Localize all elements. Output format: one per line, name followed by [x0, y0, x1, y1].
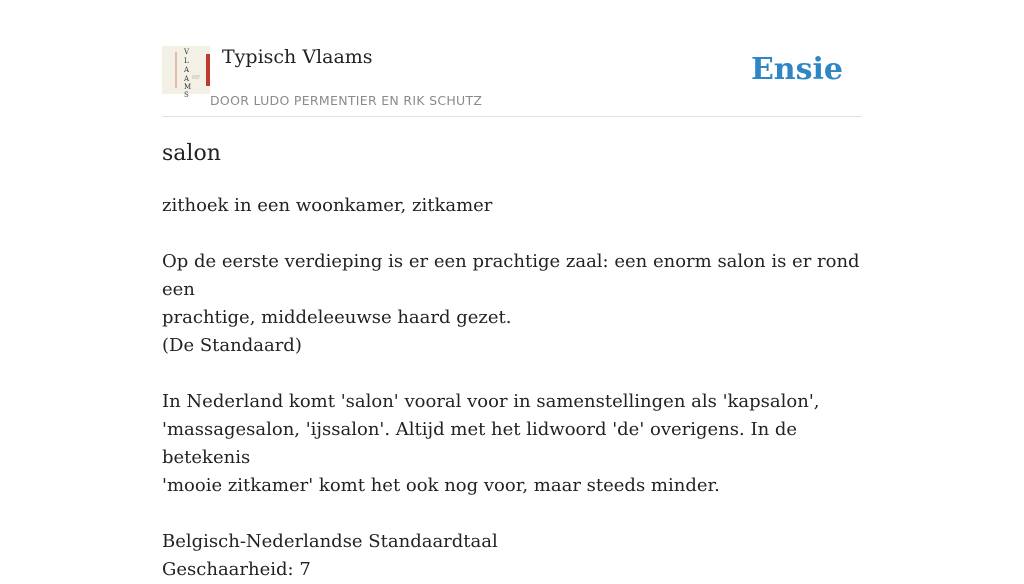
logo-letter-3: A: [184, 66, 190, 74]
usage-note-line: In Nederland komt 'salon' vooral voor in samenstellingen als 'kapsalon',: [162, 391, 820, 412]
example-line: prachtige, middeleeuwse haard gezet.: [162, 307, 512, 328]
usage-note-line: 'massagesalon, 'ijssalon'. Altijd met het lidwoord 'de' overigens. In de betekenis: [162, 419, 798, 468]
logo-letter-6: S: [184, 91, 189, 99]
spacer: [162, 220, 862, 248]
book-cover-icon: [162, 46, 210, 99]
language-variety: Belgisch-Nederlandse Standaardtaal: [162, 531, 498, 552]
entry-body: [162, 192, 862, 584]
book-cover-logo[interactable]: [162, 46, 210, 99]
definition: zithoek in een woonkamer, zitkamer: [162, 195, 493, 216]
entry-word: salon: [162, 141, 221, 166]
example-line: Op de eerste verdieping is er een prachtige zaal: een enorm salon is er rond een: [162, 251, 860, 300]
example-source: (De Standaard): [162, 335, 302, 356]
logo-letter-1: V: [184, 48, 190, 56]
author-byline: DOOR LUDO PERMENTIER EN RIK SCHUTZ: [210, 93, 483, 108]
site-title[interactable]: Typisch Vlaams: [222, 46, 373, 68]
spacer: [162, 360, 862, 388]
logo-letter-4: A: [184, 75, 190, 83]
usage-note-line: 'mooie zitkamer' komt het ook nog voor, maar steeds minder.: [162, 475, 720, 496]
spacer: [162, 500, 862, 528]
header: [162, 44, 862, 117]
entry-content: [162, 138, 862, 584]
ensie-logo-link[interactable]: Ensie: [750, 52, 843, 87]
logo-red-stripe: [206, 54, 210, 86]
logo-letter-2: L: [184, 57, 189, 65]
quality-rating: Geschaarheid: 7: [162, 559, 311, 580]
logo-letter-5: M: [184, 83, 192, 91]
